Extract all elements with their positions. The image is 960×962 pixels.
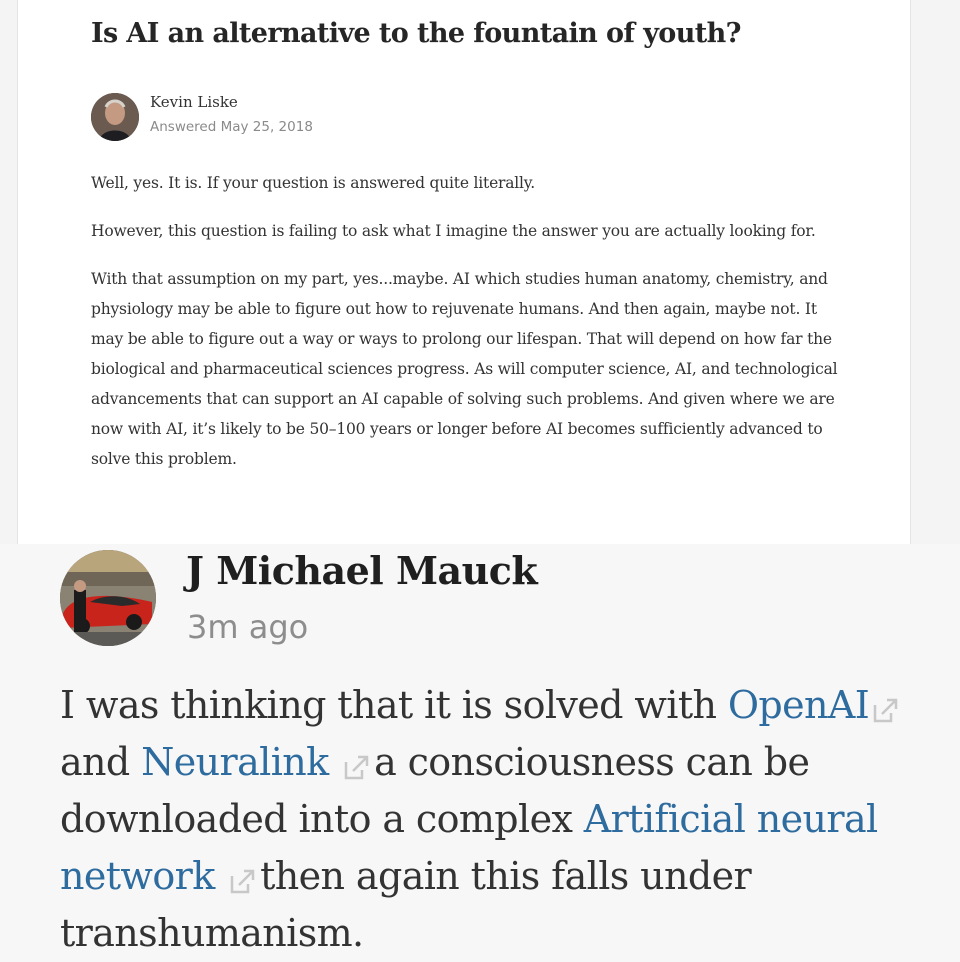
commenter-avatar[interactable] [60,550,156,646]
answer-paragraph: However, this question is failing to ask what I imagine the answer you are actually looking for. [91,222,816,240]
answer-body [91,168,851,492]
comment-timestamp: 3m ago [187,608,309,646]
comment-text: then again this falls under transhumanism. [60,854,752,955]
neuralink-link[interactable]: Neuralink [141,740,329,784]
answer-card [17,0,911,544]
answer-date: Answered May 25, 2018 [150,119,313,135]
comment-body [60,677,940,962]
question-title[interactable]: Is AI an alternative to the fountain of youth? [91,18,741,49]
openai-link[interactable]: OpenAI [727,683,870,727]
external-link-icon [342,753,372,781]
commenter-name[interactable]: J Michael Mauck [186,548,538,593]
comment-text: and [60,740,142,784]
artificial-neural-network-link[interactable]: Artificial neural network [60,797,878,898]
answer-paragraph: Well, yes. It is. If your question is answered quite literally. [91,174,536,192]
comment-text: I was thinking that it is solved with [60,683,728,727]
external-link-icon [228,867,258,895]
comment-panel [0,544,960,960]
author-name[interactable]: Kevin Liske [150,93,238,111]
external-link-icon [871,696,901,724]
comment-text: a consciousness can be downloaded into a complex [60,740,810,841]
author-avatar[interactable] [91,93,139,141]
answer-paragraph: With that assumption on my part, yes...maybe. AI which studies human anatomy, chemistry, and physiology may be able to figure out how to rejuvenate humans. And then again, maybe not. It may be able to figure out a way or ways to prolong our lifespan. That will depend on how far the biological and pharmaceutical sciences progress. As will computer science, AI, and technological advancements that can support an AI capable of solving such problems. And given where we are now with AI, it’s likely to be 50–100 years or longer before AI becomes sufficiently advanced to solve this problem. [91,270,838,468]
